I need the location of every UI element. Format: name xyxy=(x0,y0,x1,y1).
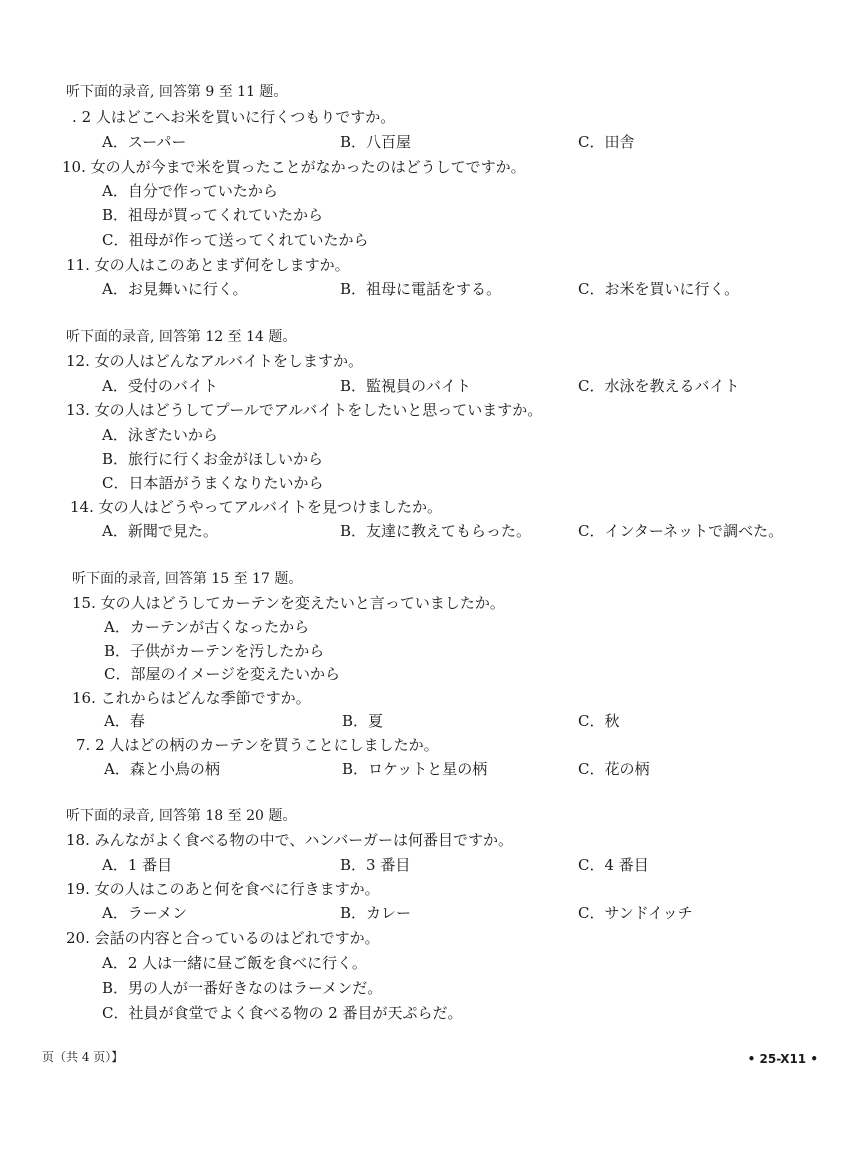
option-b: B．子供がカーテンを汚したから xyxy=(104,642,325,660)
question-number: 20. xyxy=(66,929,90,947)
question-number: 18. xyxy=(66,831,90,849)
question-15 xyxy=(72,593,505,613)
option-c: C．水泳を教えるバイト xyxy=(578,377,740,395)
option-a: A．受付のバイト xyxy=(102,377,218,395)
question-13 xyxy=(66,400,542,420)
section-header: 听下面的录音, 回答第 15 至 17 题。 xyxy=(72,571,303,587)
option-c: C．花の柄 xyxy=(578,760,650,778)
question-text: 女の人はどうしてプールでアルバイトをしたいと思っていますか。 xyxy=(94,401,543,419)
question-text: 女の人はこのあとまず何をしますか。 xyxy=(94,256,350,274)
question-19 xyxy=(66,879,380,899)
option-b: B．祖母に電話をする。 xyxy=(340,280,502,298)
option-c: C．秋 xyxy=(578,712,620,730)
section-header: 听下面的录音, 回答第 12 至 14 题。 xyxy=(66,329,297,345)
question-16 xyxy=(72,688,311,708)
question-number: 16. xyxy=(72,689,96,707)
question-12 xyxy=(66,351,363,371)
question-text: 女の人はどうやってアルバイトを見つけましたか。 xyxy=(98,498,442,516)
page-footer-code: • 25-X11 • xyxy=(747,1052,818,1066)
option-c: C．インターネットで調べた。 xyxy=(578,522,784,540)
question-18 xyxy=(66,830,513,850)
section-header: 听下面的录音, 回答第 18 至 20 题。 xyxy=(66,808,297,824)
question-number: 15. xyxy=(72,594,96,612)
question-number: 11. xyxy=(66,256,90,274)
option-b: B．男の人が一番好きなのはラーメンだ。 xyxy=(102,979,383,997)
option-a: A．森と小鳥の柄 xyxy=(104,760,220,778)
question-text: 会話の内容と合っているのはどれですか。 xyxy=(94,929,380,947)
option-c: C．部屋のイメージを変えたいから xyxy=(104,665,341,683)
question-11 xyxy=(66,255,350,275)
option-b: B．3 番目 xyxy=(340,856,411,874)
option-a: A．カーテンが古くなったから xyxy=(104,618,310,636)
option-c: C．田舎 xyxy=(578,133,635,151)
option-a: A．2 人は一緒に昼ご飯を食べに行く。 xyxy=(102,954,367,972)
option-c: C．社員が食堂でよく食べる物の 2 番目が天ぷらだ。 xyxy=(102,1004,463,1022)
question-text: 2 人はどの柄のカーテンを買うことにしましたか。 xyxy=(95,736,439,754)
section-header: 听下面的录音, 回答第 9 至 11 题。 xyxy=(66,84,288,100)
option-a: A．1 番目 xyxy=(102,856,173,874)
question-text: 女の人はこのあと何を食べに行きますか。 xyxy=(94,880,380,898)
option-b: B．旅行に行くお金がほしいから xyxy=(102,450,324,468)
question-text: 2 人はどこへお米を買いに行くつもりですか。 xyxy=(81,108,396,126)
option-b: B．八百屋 xyxy=(340,133,412,151)
option-a: A．自分で作っていたから xyxy=(102,182,278,200)
option-c: C．4 番目 xyxy=(578,856,649,874)
option-c: C．日本語がうまくなりたいから xyxy=(102,474,324,492)
option-a: A．新聞で見た。 xyxy=(102,522,218,540)
page-footer-left: 页（共 4 页）】 xyxy=(42,1050,124,1064)
question-number: 10. xyxy=(62,158,86,176)
question-number: 7. xyxy=(76,736,91,754)
option-a: A．お見舞いに行く。 xyxy=(102,280,248,298)
question-17 xyxy=(76,735,439,755)
question-number: 12. xyxy=(66,352,90,370)
question-number: . xyxy=(72,108,77,126)
option-b: B．カレー xyxy=(340,904,412,922)
question-text: 女の人が今まで米を買ったことがなかったのはどうしてですか。 xyxy=(90,158,526,176)
question-number: 19. xyxy=(66,880,90,898)
option-b: B．夏 xyxy=(342,712,384,730)
option-c: C．お米を買いに行く。 xyxy=(578,280,740,298)
question-20 xyxy=(66,928,380,948)
question-14 xyxy=(70,497,442,517)
option-a: A．春 xyxy=(104,712,145,730)
question-number: 13. xyxy=(66,401,90,419)
question-text: 女の人はどんなアルバイトをしますか。 xyxy=(94,352,363,370)
question-9 xyxy=(72,107,395,127)
option-c: C．祖母が作って送ってくれていたから xyxy=(102,231,369,249)
option-b: B．友達に教えてもらった。 xyxy=(340,522,532,540)
question-10 xyxy=(62,157,526,177)
question-text: 女の人はどうしてカーテンを変えたいと言っていましたか。 xyxy=(100,594,505,612)
question-text: これからはどんな季節ですか。 xyxy=(100,689,311,707)
option-b: B．ロケットと星の柄 xyxy=(342,760,488,778)
option-a: A．泳ぎたいから xyxy=(102,426,218,444)
question-number: 14. xyxy=(70,498,94,516)
option-a: A．ラーメン xyxy=(102,904,188,922)
option-c: C．サンドイッチ xyxy=(578,904,693,922)
question-text: みんながよく食べる物の中で、ハンバーガーは何番目ですか。 xyxy=(94,831,513,849)
option-b: B．監視員のバイト xyxy=(340,377,472,395)
option-a: A．スーパー xyxy=(102,133,187,151)
option-b: B．祖母が買ってくれていたから xyxy=(102,206,324,224)
